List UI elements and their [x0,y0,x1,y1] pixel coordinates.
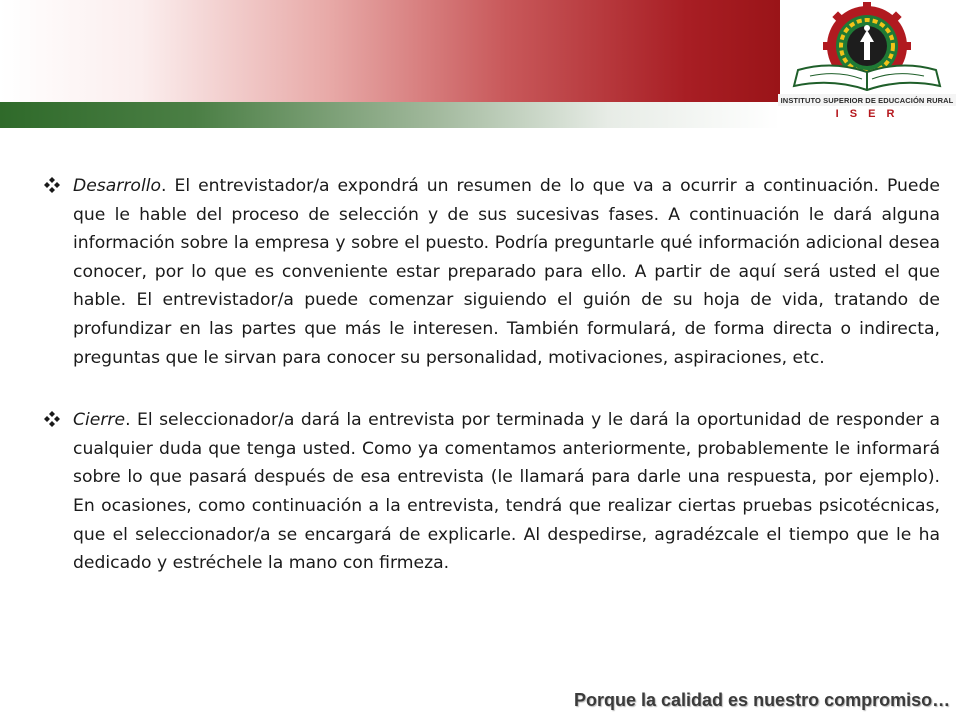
bullet-term: Desarrollo [73,176,162,196]
bullet-paragraph [73,172,940,372]
bullet-body: . El seleccionador/a dará la entrevista por terminada y le dará la oportunidad de responder a cualquier duda que tenga usted. Como ya comentamos anteriormente, probablemente le informará sobre lo que pasará después de esa entrevista (le llamará para darle una respuesta, por ejemplo). En ocasiones, como continuación a la entrevista, tendrá que realizar ciertas pruebas psicotécnicas, que el seleccionador/a se encargará de explicarle. Al despedirse, agradézcale el tiempo que le ha dedicado y estréchele la mano con firmeza. [73,410,940,574]
bullet-body: . El entrevistador/a expondrá un resumen de lo que va a ocurrir a continuación. Puede que le hable del proceso de selección y de sus sucesivas fases. A continuación le dará alguna información sobre la empresa y sobre el puesto. Podría preguntarle qué información adicional desea conocer, por lo que es conveniente estar preparado para ello. A partir de aquí será usted el que hable. El entrevistador/a puede comenzar siguiendo el guión de su hoja de vida, tratando de profundizar en las partes que más le interesen. También formulará, de forma directa o indirecta, preguntas que le sirvan para conocer su personalidad, motivaciones, aspiraciones, etc. [73,176,940,368]
bullet-desarrollo [44,172,940,372]
institute-acronym: I S E R [835,108,899,120]
diamond-bullet-icon [44,411,60,427]
bullet-cierre [44,406,940,578]
header-stripe [0,102,780,128]
bullet-list [44,172,940,612]
footer-slogan: Porque la calidad es nuestro compromiso… [574,690,951,710]
institute-name: INSTITUTO SUPERIOR DE EDUCACIÓN RURAL [780,96,954,105]
iser-logo [770,0,960,128]
bullet-term: Cierre [73,410,126,431]
header-banner [0,0,780,102]
diamond-bullet-icon [44,177,60,193]
bullet-paragraph [73,406,940,578]
